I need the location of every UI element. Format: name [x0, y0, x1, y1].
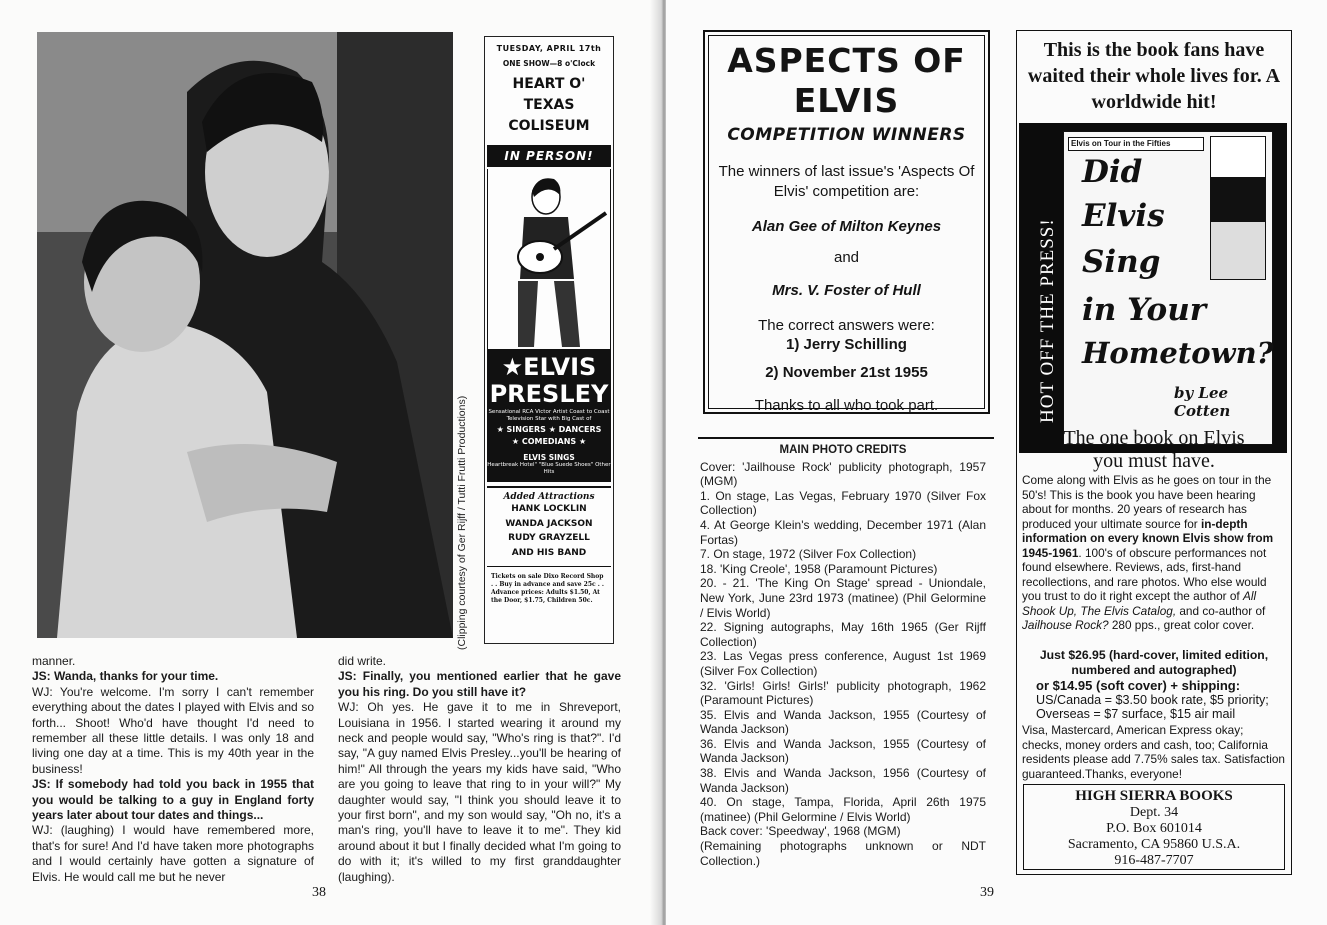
credit-item: 20. - 21. 'The King On Stage' spread - Uniondale, New York, June 23rd 1973 (matinee) (Phil Gelormine / Elvis World) [700, 576, 986, 620]
book-title-line: Elvis [1082, 198, 1165, 234]
seller-name: HIGH SIERRA BOOKS [1075, 788, 1233, 804]
competition-winners-box [703, 30, 990, 414]
seller-dept: Dept. 34 [1129, 805, 1179, 820]
interview-answer: WJ: (laughing) I would have remembered more, that's for sure! And I'd have taken more photographs and I would certainly have gotten a signature of Elvis. He would call me but he never [32, 823, 314, 884]
book-title-line: Sing [1082, 244, 1161, 280]
competition-subtitle: COMPETITION WINNERS [727, 125, 966, 145]
credit-item: 23. Las Vegas press conference, August 1st 1969 (Silver Fox Collection) [700, 649, 986, 678]
concert-clipping [484, 36, 614, 644]
competition-answers-intro: The correct answers were: [758, 317, 935, 334]
page-number-right: 39 [980, 885, 994, 900]
competition-intro: The winners of last issue's 'Aspects Of Elvis' competition are: [718, 163, 975, 200]
interview-text: manner. [32, 654, 76, 668]
clipping-tickets: Tickets on sale Dixo Record Shop . . Buy in advance and save 25c . . Advance prices: Adults $1.50, At the Door, $1.75, Children 50c. [487, 566, 611, 605]
credit-item: 38. Elvis and Wanda Jackson, 1956 (Courtesy of Wanda Jackson) [700, 766, 986, 795]
competition-winner-2: Mrs. V. Foster of Hull [772, 282, 921, 299]
clipping-added-attractions: Added Attractions HANK LOCKLIN WANDA JACKSON RUDY GRAYZELL AND HIS BAND [487, 486, 611, 560]
credit-item: Back cover: 'Speedway', 1968 (MGM) [700, 824, 901, 839]
clipping-credit: (Clipping courtesy of Ger Rijff / Tutti Frutti Productions) [456, 395, 468, 650]
competition-and: and [833, 249, 860, 266]
book-title-line: Hometown? [1082, 336, 1274, 370]
book-advertisement [1016, 30, 1292, 875]
seller-city: Sacramento, CA 95860 U.S.A. [1067, 837, 1241, 852]
book-spine: HOT OFF THE PRESS! [1037, 218, 1058, 423]
book-author: by Lee Cotten [1174, 384, 1231, 420]
interview-question: JS: Finally, you mentioned earlier that he gave you his ring. Do you still have it? [338, 669, 621, 699]
competition-answer-1: 1) Jerry Schilling [786, 336, 907, 353]
interview-answer: WJ: You're welcome. I'm sorry I can't remember everything about the dates I played with Elvis and so forth... Shoot! Who'd have thought I'd need to remember all these little details. I was only 18 and living one day at a time. This is my 40th year in the business! [32, 684, 314, 776]
photo-credits [700, 443, 986, 868]
interview-answer: WJ: Oh yes. He gave it to me in Shreveport, Louisiana in 1956. I started wearing it around my neck and people would say, "Who's ring is that?". I'd say, "A guy named Elvis Presley...you'll be hearing of him!" All through the years my kids have said, "Who are you going to leave that ring to in your will?" My daughter would say, "I think you should leave it to your first born", and my son would say, "Oh no, it's a man's ring, you'll have to leave it to me". They kid around about it but I finally decided what I'm going to do with it; it's willed to my first granddaughter (laughing). [338, 700, 621, 884]
seller-phone: 916-487-7707 [1114, 853, 1194, 868]
clipping-headliner: ★ELVIS PRESLEY Sensational RCA Victor Artist Coast to Coast Television Star with Big Cast of ★ SINGERS ★ DANCERS ★ COMEDIANS ★ ELVIS SINGS Heartbreak Hotel" "Blue Suede Shoes" Other Hits [487, 349, 611, 482]
credit-item: 22. Signing autographs, May 16th 1965 (Ger Rijff Collection) [700, 620, 986, 649]
book-cover-label: Elvis on Tour in the Fifties [1068, 137, 1204, 151]
ad-price-hardcover: Just $26.95 (hard-cover, limited edition, numbered and autographed) [1039, 648, 1269, 677]
book-title-line: in Your [1082, 292, 1207, 328]
book-cover-poster [1210, 136, 1266, 280]
photo-credits-title: MAIN PHOTO CREDITS [779, 444, 907, 456]
clipping-show: ONE SHOW—8 o'Clock [502, 59, 596, 68]
credits-divider [698, 437, 994, 439]
ad-body-copy: Come along with Elvis as he goes on tour in the 50's! This is the book you have been hearing about for months. 20 years of research has produced your ultimate source for in-depth information on every known Elvis show from 1945-1961. 100's of obscure performances not found elsewhere. Reviews, ads, first-hand recollections, and rare photos. Who else would you trust to do it right except the author of All Shook Up, The Elvis Catalog, and co-author of Jailhouse Rock? 280 pps., great color cover. [1022, 473, 1274, 632]
book-cover-image [1019, 123, 1287, 453]
seller-po-box: P.O. Box 601014 [1106, 821, 1202, 836]
interview-column-1 [32, 654, 314, 885]
clipping-date: TUESDAY, APRIL 17th [496, 44, 602, 53]
ad-payment-info: Visa, Mastercard, American Express okay; checks, money orders and cash, too; California residents please add 7.75% sales tax. Satisfaction guaranteed.Thanks, everyone! [1022, 723, 1285, 781]
clipping-guitar-illustration [487, 169, 611, 349]
page-number-left: 38 [312, 885, 326, 900]
book-title-line: Did [1082, 154, 1143, 190]
ad-price-softcover: or $14.95 (soft cover) + shipping: US/Canada = $3.50 book rate, $5 priority; Overseas = $7 surface, $15 air mail [1036, 678, 1269, 721]
interview-question: JS: If somebody had told you back in 1955 that you would be talking to a guy in England forty years later about tour dates and things... [32, 777, 314, 823]
competition-thanks: Thanks to all who took part. [754, 397, 939, 414]
seller-address-box [1023, 784, 1285, 870]
interview-question: JS: Wanda, thanks for your time. [32, 669, 219, 684]
interview-text: did write. [338, 654, 387, 668]
credit-item: (Remaining photographs unknown or NDT Collection.) [700, 839, 986, 868]
credit-item: 18. 'King Creole', 1958 (Paramount Pictures) [700, 561, 938, 576]
competition-answer-2: 2) November 21st 1955 [765, 364, 928, 381]
credit-item: 7. On stage, 1972 (Silver Fox Collection) [700, 547, 917, 562]
credit-item: 35. Elvis and Wanda Jackson, 1955 (Courtesy of Wanda Jackson) [700, 707, 986, 737]
book-front-cover [1063, 131, 1273, 445]
main-photo-elvis-wanda [37, 32, 453, 638]
credit-item: 32. 'Girls! Girls! Girls!' publicity photograph, 1962 (Paramount Pictures) [700, 678, 986, 708]
ad-headline: This is the book fans have waited their whole lives for. A worldwide hit! [1027, 39, 1281, 113]
interview-column-2 [338, 654, 621, 885]
ad-tagline: The one book on Elvis you must have. [1063, 427, 1245, 472]
left-page [0, 0, 662, 925]
credit-item: 4. At George Klein's wedding, December 1971 (Alan Fortas) [700, 517, 986, 547]
credit-item: 40. On stage, Tampa, Florida, April 26th 1975 (matinee) (Phil Gelormine / Elvis World) [700, 795, 986, 824]
clipping-venue: HEART O' TEXAS COLISEUM [508, 76, 590, 134]
clipping-in-person: IN PERSON! [487, 145, 611, 167]
competition-winner-1: Alan Gee of Milton Keynes [751, 218, 942, 235]
credit-item: 36. Elvis and Wanda Jackson, 1955 (Courtesy of Wanda Jackson) [700, 736, 986, 766]
credit-item: 1. On stage, Las Vegas, February 1970 (Silver Fox Collection) [700, 488, 986, 518]
credit-item: Cover: 'Jailhouse Rock' publicity photograph, 1957 (MGM) [700, 459, 986, 489]
competition-title: ASPECTS OF ELVIS [727, 41, 966, 120]
